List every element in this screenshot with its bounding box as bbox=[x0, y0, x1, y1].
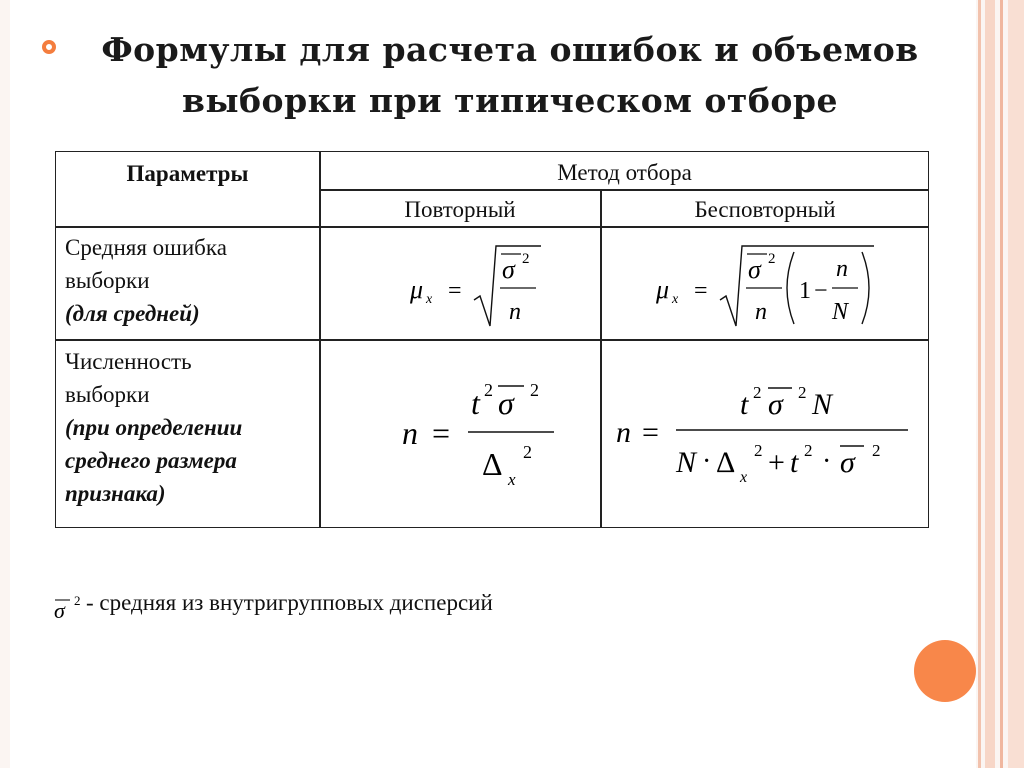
table-divider bbox=[600, 190, 602, 527]
svg-text:μ: μ bbox=[410, 275, 424, 304]
row-label-line: (для средней) bbox=[65, 301, 200, 326]
svg-text:·: · bbox=[702, 446, 712, 477]
row-label-line: (при определении bbox=[65, 415, 243, 440]
row-label-line: Численность bbox=[65, 349, 192, 374]
svg-text:σ: σ bbox=[840, 446, 855, 479]
svg-text:2: 2 bbox=[768, 251, 776, 267]
row-label-line: признака) bbox=[65, 481, 166, 506]
svg-text:2: 2 bbox=[530, 380, 539, 400]
svg-text:σ: σ bbox=[768, 388, 783, 421]
formula-mu-norepeat bbox=[652, 240, 877, 332]
svg-text:n: n bbox=[836, 256, 848, 282]
svg-text:N: N bbox=[832, 299, 849, 325]
formula-n-repeat bbox=[396, 372, 566, 497]
svg-text:μ: μ bbox=[656, 275, 670, 304]
svg-text:−: − bbox=[814, 278, 828, 304]
decor-stripe bbox=[978, 0, 981, 768]
svg-text:=: = bbox=[694, 278, 708, 304]
svg-text:+: + bbox=[768, 446, 785, 479]
decor-stripe bbox=[1008, 0, 1024, 768]
title-bullet-icon bbox=[42, 40, 56, 54]
header-params: Параметры bbox=[126, 161, 249, 186]
svg-text:=: = bbox=[448, 278, 462, 304]
svg-text:x: x bbox=[740, 469, 748, 486]
svg-text:2: 2 bbox=[753, 383, 762, 402]
svg-text:=: = bbox=[642, 416, 659, 449]
svg-text:2: 2 bbox=[484, 380, 493, 400]
svg-text:N: N bbox=[812, 388, 833, 421]
svg-text:Δ: Δ bbox=[482, 446, 503, 482]
svg-text:t: t bbox=[790, 446, 799, 479]
table-divider bbox=[319, 189, 929, 191]
row-label-line: выборки bbox=[65, 268, 150, 293]
svg-text:σ: σ bbox=[54, 598, 65, 623]
footnote-text: - средняя из внутригрупповых дисперсий bbox=[86, 590, 493, 615]
svg-text:σ: σ bbox=[502, 255, 515, 284]
svg-text:x: x bbox=[426, 292, 433, 307]
svg-text:2: 2 bbox=[798, 383, 807, 402]
title-line-2: выборки при типическом отборе bbox=[182, 81, 838, 120]
decor-circle bbox=[914, 640, 976, 702]
decor-stripe bbox=[1000, 0, 1003, 768]
svg-text:n: n bbox=[509, 299, 521, 325]
svg-text:n: n bbox=[755, 299, 767, 325]
svg-text:σ: σ bbox=[498, 385, 514, 421]
svg-text:=: = bbox=[432, 415, 451, 451]
svg-text:n: n bbox=[616, 416, 631, 449]
page-title bbox=[70, 24, 950, 126]
svg-text:2: 2 bbox=[804, 441, 813, 460]
svg-text:2: 2 bbox=[754, 441, 763, 460]
svg-text:·: · bbox=[822, 446, 832, 477]
svg-text:2: 2 bbox=[872, 441, 881, 460]
formula-mu-repeat bbox=[406, 240, 546, 332]
title-line-1: Формулы для расчета ошибок и объемов bbox=[101, 30, 919, 69]
formula-table bbox=[55, 151, 929, 528]
table-divider bbox=[56, 226, 929, 228]
svg-text:x: x bbox=[508, 470, 516, 489]
svg-text:n: n bbox=[402, 415, 418, 451]
row-label-sample-size bbox=[65, 345, 315, 510]
svg-text:Δ: Δ bbox=[716, 446, 736, 479]
svg-text:N: N bbox=[676, 446, 697, 479]
sigma-squared-symbol bbox=[50, 588, 90, 624]
svg-text:σ: σ bbox=[748, 255, 761, 284]
row-label-line: Средняя ошибка bbox=[65, 235, 227, 260]
formula-n-norepeat bbox=[612, 374, 912, 494]
row-label-line: среднего размера bbox=[65, 448, 237, 473]
table-divider bbox=[56, 339, 929, 341]
svg-text:2: 2 bbox=[74, 593, 81, 608]
header-norepeat: Бесповторный bbox=[694, 197, 836, 222]
header-repeat: Повторный bbox=[404, 197, 516, 222]
row-label-line: выборки bbox=[65, 382, 150, 407]
decor-stripe bbox=[985, 0, 995, 768]
svg-text:2: 2 bbox=[522, 251, 530, 267]
svg-text:x: x bbox=[672, 292, 679, 307]
svg-text:t: t bbox=[471, 385, 480, 421]
svg-text:2: 2 bbox=[523, 442, 532, 462]
svg-text:1: 1 bbox=[799, 278, 811, 304]
header-method: Метод отбора bbox=[557, 160, 692, 185]
row-label-mean-error bbox=[65, 231, 315, 330]
svg-text:t: t bbox=[740, 388, 749, 421]
